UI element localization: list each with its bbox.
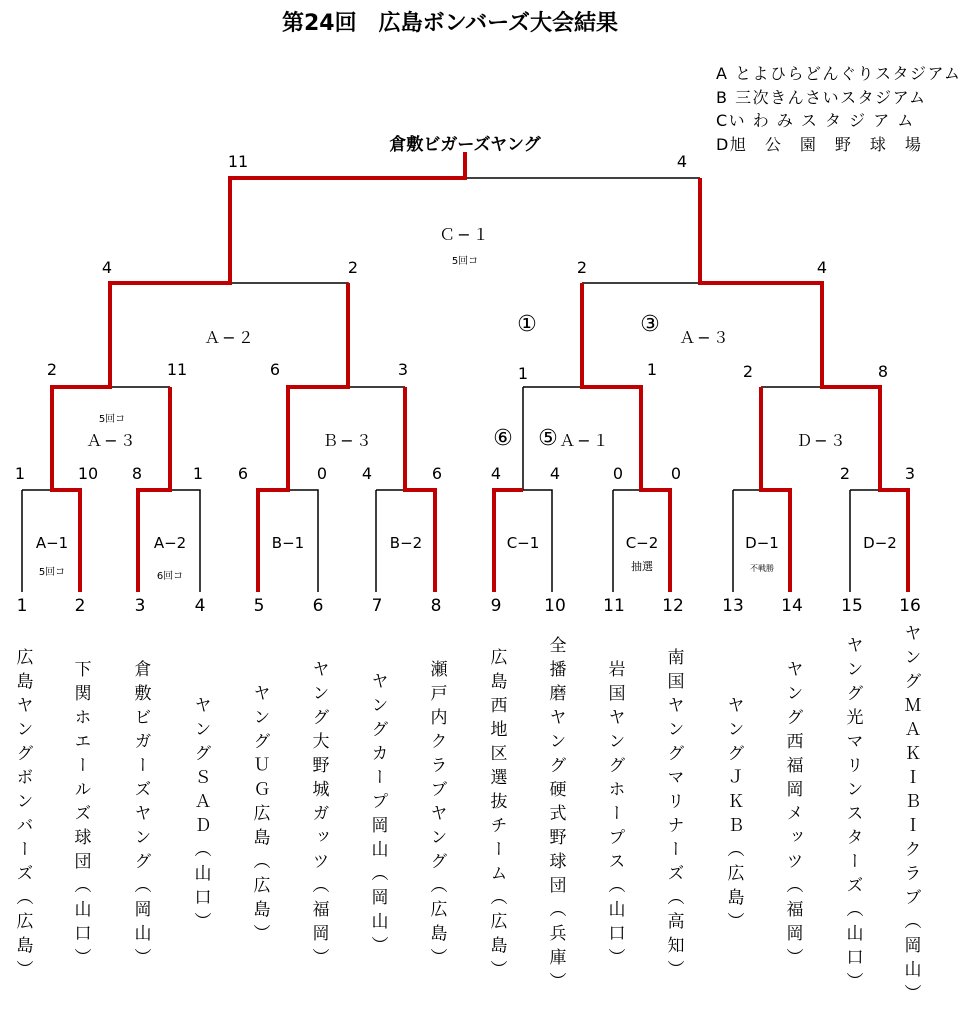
team-5 bbox=[244, 596, 274, 1016]
r2-2-score-right: 1 bbox=[646, 360, 658, 379]
team-16 bbox=[895, 596, 925, 1016]
team-14 bbox=[777, 596, 807, 1016]
team-1 bbox=[7, 596, 37, 1016]
team-number: 1 bbox=[16, 596, 28, 616]
r1-4-score-left: 4 bbox=[490, 464, 502, 483]
team-name: ヤング大野城ガッツ（福岡） bbox=[308, 660, 329, 972]
final-label: Ｃ−１ bbox=[439, 225, 491, 244]
r1-5-score-right: 0 bbox=[670, 464, 682, 483]
team-name: ヤングＪＫＢ（広島） bbox=[723, 696, 744, 936]
r2-2-label: Ａ−１ bbox=[559, 431, 611, 450]
r1-0-score-right: 10 bbox=[77, 464, 99, 483]
r1-0-label: A−1 bbox=[35, 534, 69, 552]
r1-3-label: B−2 bbox=[389, 534, 423, 552]
r2-2-score-left: 1 bbox=[517, 364, 529, 383]
r3-1-score-left: 2 bbox=[576, 258, 588, 277]
team-name: 倉敷ビガーズヤング（岡山） bbox=[130, 660, 151, 972]
r1-1-score-left: 8 bbox=[131, 464, 143, 483]
final-score-left: 11 bbox=[227, 152, 249, 171]
team-15 bbox=[837, 596, 867, 1016]
team-4 bbox=[185, 596, 215, 1016]
r1-1-label: A−2 bbox=[153, 534, 187, 552]
winner-path-16 bbox=[700, 178, 908, 592]
legend-item-b: B 三次きんさいスタジアム bbox=[716, 87, 927, 107]
r3-0-label: Ａ−２ bbox=[204, 328, 256, 347]
final-note: 5回コ bbox=[451, 256, 479, 267]
r3-1-label: Ａ−３ bbox=[679, 328, 731, 347]
team-number: 11 bbox=[603, 596, 625, 616]
r1-6-label: D−1 bbox=[745, 534, 779, 552]
winner-path-8 bbox=[405, 387, 435, 592]
r3-0-score-left: 4 bbox=[101, 258, 113, 277]
r1-7-label: D−2 bbox=[863, 534, 897, 552]
r1-4-score-right: 4 bbox=[549, 464, 561, 483]
r1-2-label: B−1 bbox=[271, 534, 305, 552]
team-number: 5 bbox=[253, 596, 265, 616]
team-number: 4 bbox=[194, 596, 206, 616]
r2-0-note: 5回コ bbox=[98, 414, 126, 425]
r2-1-score-left: 6 bbox=[269, 360, 281, 379]
r1-3-score-left: 4 bbox=[361, 464, 373, 483]
team-name: 広島ヤングボンバーズ（広島） bbox=[12, 648, 33, 984]
r1-1-score-right: 1 bbox=[192, 464, 204, 483]
team-name: 広島西地区選抜チーム（広島） bbox=[486, 648, 507, 984]
team-name: ヤング光マリンスターズ（山口） bbox=[842, 636, 863, 996]
r1-2-score-left: 6 bbox=[237, 464, 249, 483]
team-6 bbox=[303, 596, 333, 1016]
r1-3-score-right: 6 bbox=[431, 464, 443, 483]
r1-4-label: C−1 bbox=[506, 534, 540, 552]
page-title: 第24回 広島ボンバーズ大会結果 bbox=[282, 11, 618, 36]
r1-5-score-left: 0 bbox=[612, 464, 624, 483]
team-number: 14 bbox=[781, 596, 803, 616]
r1-0-score-left: 1 bbox=[14, 464, 26, 483]
team-number: 10 bbox=[544, 596, 566, 616]
team-13 bbox=[718, 596, 748, 1016]
team-8 bbox=[421, 596, 451, 1016]
team-number: 7 bbox=[371, 596, 383, 616]
r1-1-note: 6回コ bbox=[156, 571, 184, 582]
r2-1-score-right: 3 bbox=[397, 360, 409, 379]
r2-3-score-left: 2 bbox=[742, 362, 754, 381]
team-name: ヤング西福岡メッツ（福岡） bbox=[782, 660, 803, 972]
mark-6: ⑥ bbox=[493, 426, 513, 451]
final-score-right: 4 bbox=[676, 152, 688, 171]
r2-3-score-right: 8 bbox=[877, 362, 889, 381]
legend-item-d: D旭 公 園 野 球 場 bbox=[716, 134, 923, 154]
mark-3: ③ bbox=[640, 312, 660, 337]
mark-5: ⑤ bbox=[538, 426, 558, 451]
team-12 bbox=[658, 596, 688, 1016]
r1-7-score-left: 2 bbox=[839, 464, 851, 483]
team-number: 2 bbox=[74, 596, 86, 616]
team-number: 13 bbox=[722, 596, 744, 616]
team-name: ヤングカープ岡山（岡山） bbox=[367, 672, 388, 960]
team-name: ヤングＵＧ広島（広島） bbox=[249, 684, 270, 948]
r3-1-score-right: 4 bbox=[816, 258, 828, 277]
team-3 bbox=[125, 596, 155, 1016]
team-number: 9 bbox=[490, 596, 502, 616]
r2-0-score-right: 11 bbox=[166, 360, 188, 379]
team-name: 全播磨ヤング硬式野球団（兵庫） bbox=[545, 636, 566, 996]
r2-0-score-left: 2 bbox=[46, 360, 58, 379]
legend-item-c: Cい わ み ス タ ジ ア ム bbox=[716, 111, 915, 130]
r1-2-score-right: 0 bbox=[316, 464, 328, 483]
mark-1: ① bbox=[517, 312, 537, 337]
team-name: 下関ホエールズ球団（山口） bbox=[70, 660, 91, 972]
team-9 bbox=[481, 596, 511, 1016]
champion-name: 倉敷ビガーズヤング bbox=[389, 135, 541, 155]
team-number: 12 bbox=[662, 596, 684, 616]
winner-path-3 bbox=[138, 387, 170, 592]
team-11 bbox=[599, 596, 629, 1016]
r1-6-note: 不戦勝 bbox=[750, 564, 774, 573]
legend-item-a: A とよひらどんぐりスタジアム bbox=[716, 64, 962, 83]
team-2 bbox=[65, 596, 95, 1016]
r3-0-score-right: 2 bbox=[347, 258, 359, 277]
team-name: 瀬戸内クラブヤング（広島） bbox=[426, 660, 447, 972]
team-name: ヤングＭＡＫＩＢＩクラブ（岡山） bbox=[900, 624, 921, 1008]
r1-5-label: C−2 bbox=[625, 534, 659, 552]
r2-1-label: Ｂ−３ bbox=[322, 431, 374, 450]
r1-5-note: 抽選 bbox=[631, 560, 653, 573]
team-7 bbox=[362, 596, 392, 1016]
team-number: 3 bbox=[134, 596, 146, 616]
team-name: 岩国ヤングホープス（山口） bbox=[604, 660, 625, 972]
r2-3-label: Ｄ−３ bbox=[796, 431, 848, 450]
team-number: 16 bbox=[899, 596, 921, 616]
team-number: 8 bbox=[430, 596, 442, 616]
team-name: 南国ヤングマリナーズ（高知） bbox=[663, 648, 684, 984]
r1-7-score-right: 3 bbox=[904, 464, 916, 483]
r1-0-note: 5回コ bbox=[38, 567, 66, 578]
winner-path-14 bbox=[761, 387, 790, 592]
team-number: 15 bbox=[841, 596, 863, 616]
r2-0-label: Ａ−３ bbox=[86, 431, 138, 450]
team-number: 6 bbox=[312, 596, 324, 616]
team-name: ヤングＳＡＤ（山口） bbox=[190, 696, 211, 936]
team-10 bbox=[540, 596, 570, 1016]
